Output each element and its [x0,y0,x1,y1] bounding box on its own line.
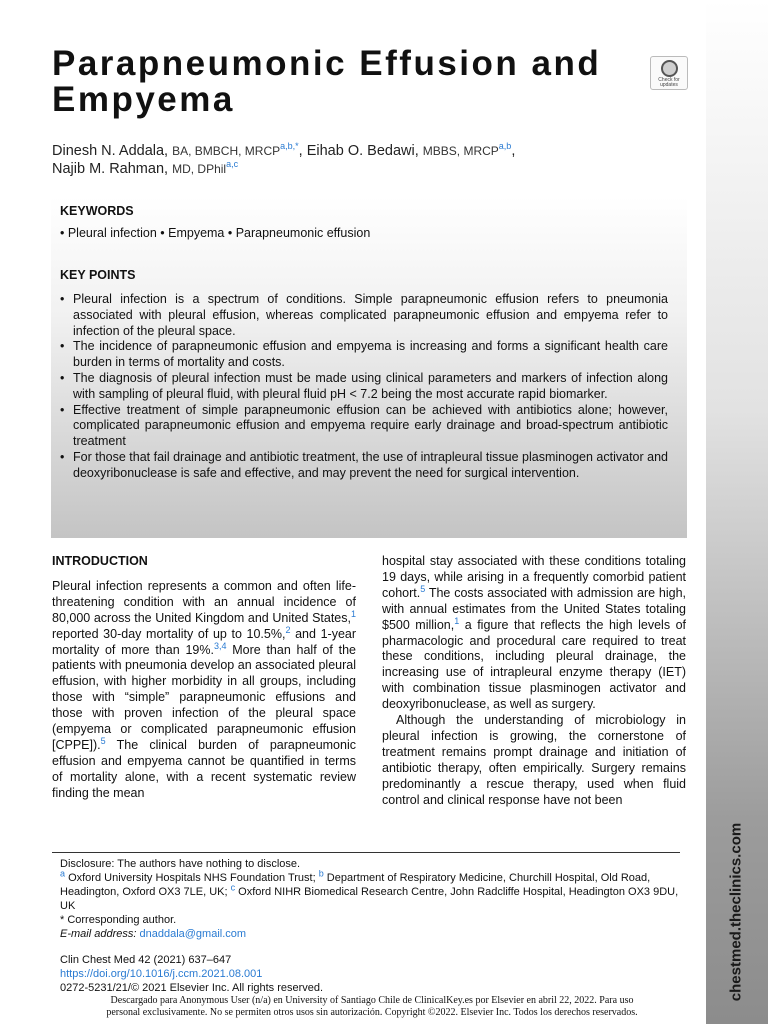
journal-citation: Clin Chest Med 42 (2021) 637–647 [60,954,232,966]
affiliations [60,868,680,913]
key-points-heading: KEY POINTS [60,268,136,282]
author-affiliation-marker[interactable]: a,b,* [280,141,299,152]
key-point-text: For those that fail drainage and antibiotic treatment, the use of intrapleural tissue plasminogen activator and deoxyribonuclease is safe and effective, and may prevent the need for surgical intervention. [73,449,668,480]
doi-link[interactable]: https://doi.org/10.1016/j.ccm.2021.08.001 [60,968,263,980]
body-column-right [382,554,686,809]
reference-marker[interactable]: 5 [420,583,426,594]
reference-marker[interactable]: b [318,868,324,879]
bullet: • [60,449,65,464]
disclosure: Disclosure: The authors have nothing to disclose. [60,858,301,870]
text-run: reported 30-day mortality of up to 10.5%, [52,626,286,641]
key-point-text: Effective treatment of simple parapneumonic effusion can be achieved with antibiotics alone; however, complicated parapneumonic effusion and empyema require early drainage and broad-spectrum antibiotic treatment [73,402,668,449]
author-list [52,142,692,178]
text-run: Although the understanding of microbiology in pleural infection is growing, the cornerstone of treatment remains prompt drainage and initiation of antibiotic therapy, often empirically. Surgery remains predominantly a rescue therapy, used when fluid control and clinical response have not been [382,713,686,807]
journal-site-label: chestmed.theclinics.com [727,822,745,1002]
article-title: Parapneumonic Effusion and Empyema [52,44,602,119]
issn-copyright: 0272-5231/21/© 2021 Elsevier Inc. All rights reserved. [60,982,324,994]
body-paragraph [52,579,356,802]
key-point [60,292,668,339]
body-paragraph [382,713,686,808]
author-name: Najib M. Rahman, [52,161,169,177]
key-point-text: The incidence of parapneumonic effusion and empyema is increasing and forms a significant health care burden in terms of mortality and costs. [73,339,668,370]
corresponding-author: * Corresponding author. [60,914,177,926]
key-point-text: Pleural infection is a spectrum of conditions. Simple parapneumonic effusion refers to pneumonia associated with pleural effusion, whereas complicated parapneumonic effusion and empyema refer to infection of the pleural space. [73,292,668,338]
email-link[interactable]: dnaddala@gmail.com [139,928,247,940]
author-name: Dinesh N. Addala, [52,143,169,159]
author-degrees: MBBS, MRCP [422,144,499,158]
keywords-list: • Pleural infection • Empyema • Parapneumonic effusion [60,226,371,240]
bullet: • [60,370,65,385]
reference-marker[interactable]: 1 [350,608,356,619]
footnote-divider [52,852,680,853]
author-affiliation-marker[interactable]: a,b [498,141,512,152]
text-run: Department of Respiratory Medicine, Churchill Hospital, Old Road, Headington, Oxford OX3 7LE, UK; [60,872,651,898]
key-point [60,339,668,371]
introduction-heading: INTRODUCTION [52,554,148,568]
citation-block [60,953,460,995]
key-points-list [60,292,668,482]
bullet: • [60,402,65,417]
author-affiliation-marker[interactable]: a,c [226,159,239,170]
text-run: and 1-year mortality of more than 19%. [52,626,357,657]
text-run: More than half of the patients with pneumonia develop an associated pleural effusion, with higher morbidity in all groups, including those with “simple” parapneumonic effusions and those with proven infection of the pleural space (empyema or complicated parapneumonic effusion [CPPE]). [52,642,356,752]
text-run: hospital stay associated with these conditions totaling 19 days, while arising in a frequently comorbid patient cohort. [382,554,686,600]
download-notice-line: Descargado para Anonymous User (n/a) en University of Santiago Chile de ClinicalKey.es por Elsevier en abril 22, 2022. Para uso [110,995,634,1006]
bullet: • [60,292,65,306]
text-run: a figure that reflects the high levels of pharmacologic and procedural care required to treat these conditions, including pleural drainage, the increasing use of intrapleural enzyme therapy (IET) with combination tissue plasminogen activator and deoxyribonuclease, as well as surgery. [382,617,686,712]
keywords-heading: KEYWORDS [60,204,134,218]
text-run: Oxford University Hospitals NHS Foundation Trust; [65,872,319,884]
key-point [60,371,668,403]
author-name: Eihab O. Bedawi, [306,143,419,159]
reference-marker[interactable]: 2 [285,624,291,635]
bullet: • [60,339,65,354]
key-point-text: The diagnosis of pleural infection must be made using clinical parameters and markers of infection along with sampling of pleural fluid, with pleural fluid pH < 7.2 being the most accurate rapid biomarker. [73,370,668,401]
text-run: The costs associated with admission are high, with annual estimates from the United States totaling $500 million, [382,585,686,632]
download-notice [52,995,692,1018]
key-point [60,403,668,450]
text-run: The clinical burden of parapneumonic effusion and empyema cannot be quantified in terms of mortality alone, with a recent systematic review finding the mean [52,737,356,800]
reference-marker[interactable]: a [60,868,66,879]
author-separator: , [298,143,303,159]
author-separator: , [511,143,516,159]
author-degrees: MD, DPhil [172,162,227,176]
text-run: Pleural infection represents a common and often life-threatening condition with an annual incidence of 80,000 across the United Kingdom and United States, [52,578,356,625]
check-for-updates-label: Check for updates [658,77,680,88]
text-run: Oxford NIHR Biomedical Research Centre, John Radcliffe Hospital, Headington OX3 9DU, UK [60,886,679,912]
bookmark-icon [661,60,678,77]
email-line [60,927,680,941]
reference-marker[interactable]: 1 [454,615,460,626]
reference-marker[interactable]: c [230,882,236,893]
email-label: E-mail address: [60,928,137,940]
body-column-left [52,554,356,802]
reference-marker[interactable]: 5 [100,735,106,746]
download-notice-line: personal exclusivamente. No se permiten otros usos sin autorización. Copyright ©2022. Elsevier Inc. Todos los derechos reservados. [106,1006,638,1018]
footnotes [60,857,680,941]
check-for-updates-badge[interactable] [650,56,688,90]
key-point [60,450,668,482]
body-paragraph [382,554,686,713]
author-degrees: BA, BMBCH, MRCP [172,144,281,158]
reference-marker[interactable]: 3,4 [213,640,227,651]
